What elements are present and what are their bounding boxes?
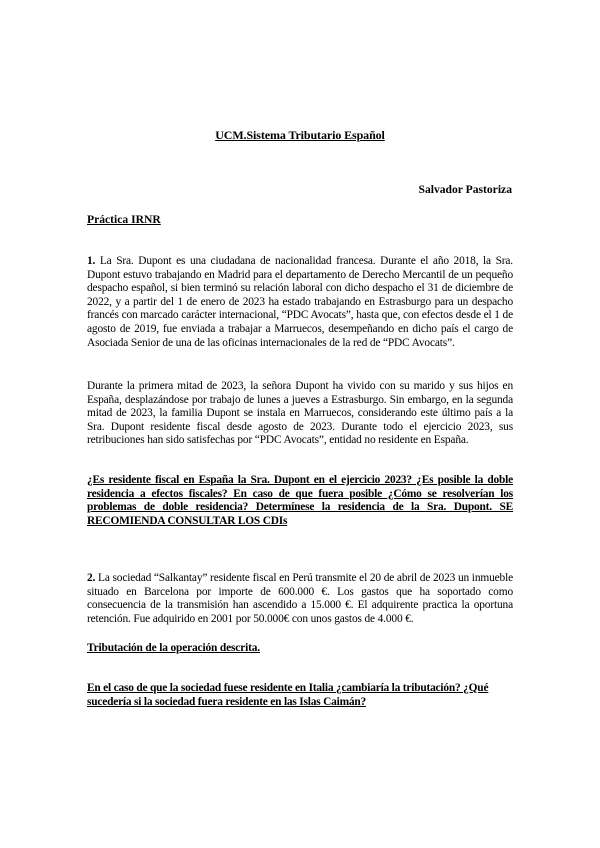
- exercise-2-text: La sociedad “Salkantay” residente fiscal en Perú transmite el 20 de abril de 2023 un inmueble situado en Barcelona por importe de 600.000 €. Los gastos que ha soportado como consecuencia de la transmisión han ascendido a 15.000 €. El adquirente practica la oportuna retención. Fue adquirido en 2001 por 50.000€ con unos gastos de 4.000 €.: [87, 572, 513, 625]
- exercise-2-subheading: Tributación de la operación descrita.: [87, 642, 260, 654]
- exercise-1-paragraph-2: Durante la primera mitad de 2023, la señora Dupont ha vivido con su marido y sus hijos en España, desplazándose por trabajo de lunes a jueves a Estrasburgo. Sin embargo, en la segunda mitad de 2023, la familia Dupont se instala en Marruecos, considerando este último país a la Sra. Dupont residente fiscal desde agosto de 2023. Durante todo el ejercicio 2023, sus retribuciones han sido satisfechas por “PDC Avocats”, entidad no residente en España.: [87, 380, 513, 447]
- section-title: Práctica IRNR: [87, 213, 161, 226]
- exercise-2-number: 2.: [87, 572, 96, 584]
- exercise-1-paragraph-1: [87, 255, 513, 350]
- exercise-1-number: 1.: [87, 255, 96, 267]
- exercise-2-question: En el caso de que la sociedad fuese residente en Italia ¿cambiaría la tributación? ¿Qué sucedería si la sociedad fuera residente en las Islas Caimán?: [87, 682, 489, 708]
- exercise-1-question: ¿Es residente fiscal en España la Sra. Dupont en el ejercicio 2023? ¿Es posible la doble residencia a efectos fiscales? En caso de que fuera posible ¿Cómo se resolverían los problemas de doble residencia? Determínese la residencia de la Sra. Dupont. SE RECOMIENDA CONSULTAR LOS CDIs: [87, 474, 513, 527]
- exercise-2-paragraph-1: [87, 572, 513, 626]
- author-name: Salvador Pastoriza: [418, 183, 512, 196]
- exercise-1-text: La Sra. Dupont es una ciudadana de nacionalidad francesa. Durante el año 2018, la Sra. Dupont estuvo trabajando en Madrid para el departamento de Derecho Mercantil de un pequeño despacho español, si bien terminó su relación laboral con dicho despacho el 31 de diciembre de 2022, y a partir del 1 de enero de 2023 ha estado trabajando en Estrasburgo para un despacho francés con marcado carácter internacional, “PDC Avocats”, hasta que, con efectos desde el 1 de agosto de 2019, fue enviada a trabajar a Marruecos, desempeñando en dicho país el cargo de Asociada Senior de una de las oficinas internacionales de la red de “PDC Avocats”.: [87, 255, 513, 349]
- document-title: UCM.Sistema Tributario Español: [215, 128, 385, 142]
